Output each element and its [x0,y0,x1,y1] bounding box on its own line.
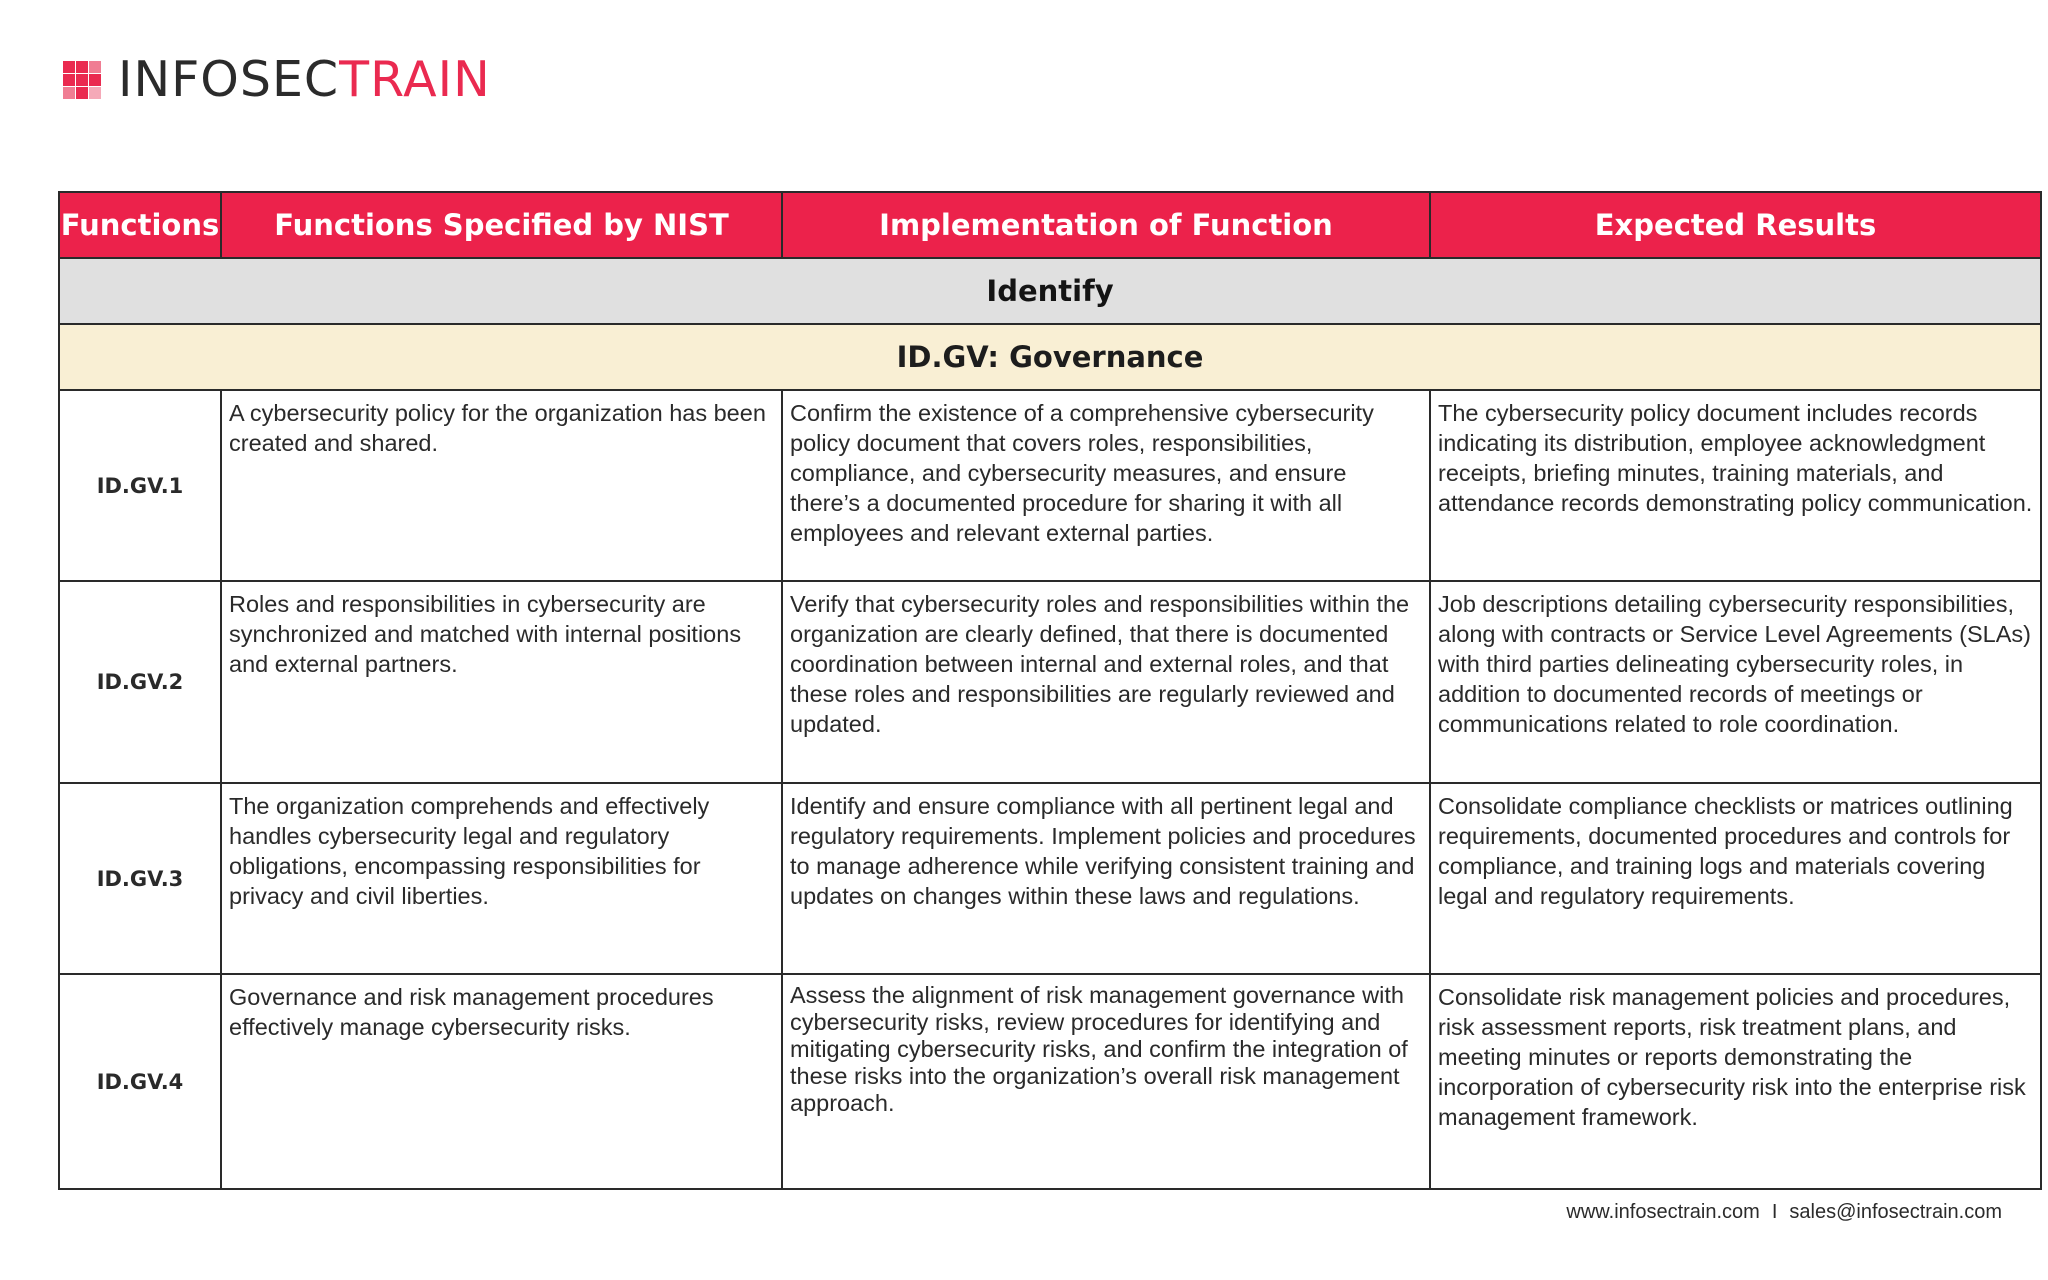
expected-results-text: The cybersecurity policy document includes records indicating its distribution, employee acknowledgment receipts, briefing minutes, training materials, and attendance records demonstrating policy communication. [1430,390,2041,581]
subsection-title: ID.GV: Governance [59,324,2041,390]
email-link[interactable]: sales@infosectrain.com [1789,1201,2002,1223]
table-row [59,783,2041,974]
implementation-text: Assess the alignment of risk management governance with cybersecurity risks, review procedures for identifying and mitigating cybersecurity risks, and confirm the integration of these risks into the organization’s overall risk management approach. [782,974,1430,1189]
header-functions-specified-by-nist: Functions Specified by NIST [221,192,782,258]
table-row [59,974,2041,1189]
implementation-text: Confirm the existence of a comprehensive cybersecurity policy document that covers roles, responsibilities, compliance, and cybersecurity measures, and ensure there’s a documented procedure for sharing it with all employees and relevant external parties. [782,390,1430,581]
table-row [59,581,2041,783]
logo-text-train: TRAIN [339,51,491,108]
function-id: ID.GV.4 [59,974,221,1189]
header-functions: Functions [59,192,221,258]
website-link[interactable]: www.infosectrain.com [1566,1201,1760,1223]
subsection-row-governance [59,324,2041,390]
logo-text-infosec: INFOSEC [118,51,340,108]
footer-separator: I [1771,1201,1778,1223]
function-id: ID.GV.3 [59,783,221,974]
nist-functions-table [58,191,2042,1190]
expected-results-text: Consolidate compliance checklists or matrices outlining requirements, documented procedures and controls for compliance, and training logs and materials covering legal and regulatory requirements. [1430,783,2041,974]
header-expected-results: Expected Results [1430,192,2041,258]
nist-function-text: The organization comprehends and effectively handles cybersecurity legal and regulatory obligations, encompassing responsibilities for privacy and civil liberties. [221,783,782,974]
function-id: ID.GV.2 [59,581,221,783]
expected-results-text: Job descriptions detailing cybersecurity responsibilities, along with contracts or Service Level Agreements (SLAs) with third parties delineating cybersecurity roles, in addition to documented records of meetings or communications related to role coordination. [1430,581,2041,783]
implementation-text: Verify that cybersecurity roles and responsibilities within the organization are clearly defined, that there is documented coordination between internal and external roles, and that these roles and responsibilities are regularly reviewed and updated. [782,581,1430,783]
section-row-identify [59,258,2041,324]
nist-function-text: Governance and risk management procedures effectively manage cybersecurity risks. [221,974,782,1189]
infosectrain-logo-icon [63,61,101,99]
table-row [59,390,2041,581]
nist-function-text: A cybersecurity policy for the organization has been created and shared. [221,390,782,581]
header-implementation-of-function: Implementation of Function [782,192,1430,258]
implementation-text: Identify and ensure compliance with all pertinent legal and regulatory requirements. Implement policies and procedures to manage adherence while verifying consistent training and updates on changes within these laws and regulations. [782,783,1430,974]
nist-function-text: Roles and responsibilities in cybersecurity are synchronized and matched with internal positions and external partners. [221,581,782,783]
expected-results-text: Consolidate risk management policies and procedures, risk assessment reports, risk treatment plans, and meeting minutes or reports demonstrating the incorporation of cybersecurity risk into the enterprise risk management framework. [1430,974,2041,1189]
function-id: ID.GV.1 [59,390,221,581]
footer-contact [1566,1201,2002,1224]
logo [63,51,491,108]
section-title: Identify [59,258,2041,324]
logo-wordmark [118,51,491,108]
table-header-row [59,192,2041,258]
